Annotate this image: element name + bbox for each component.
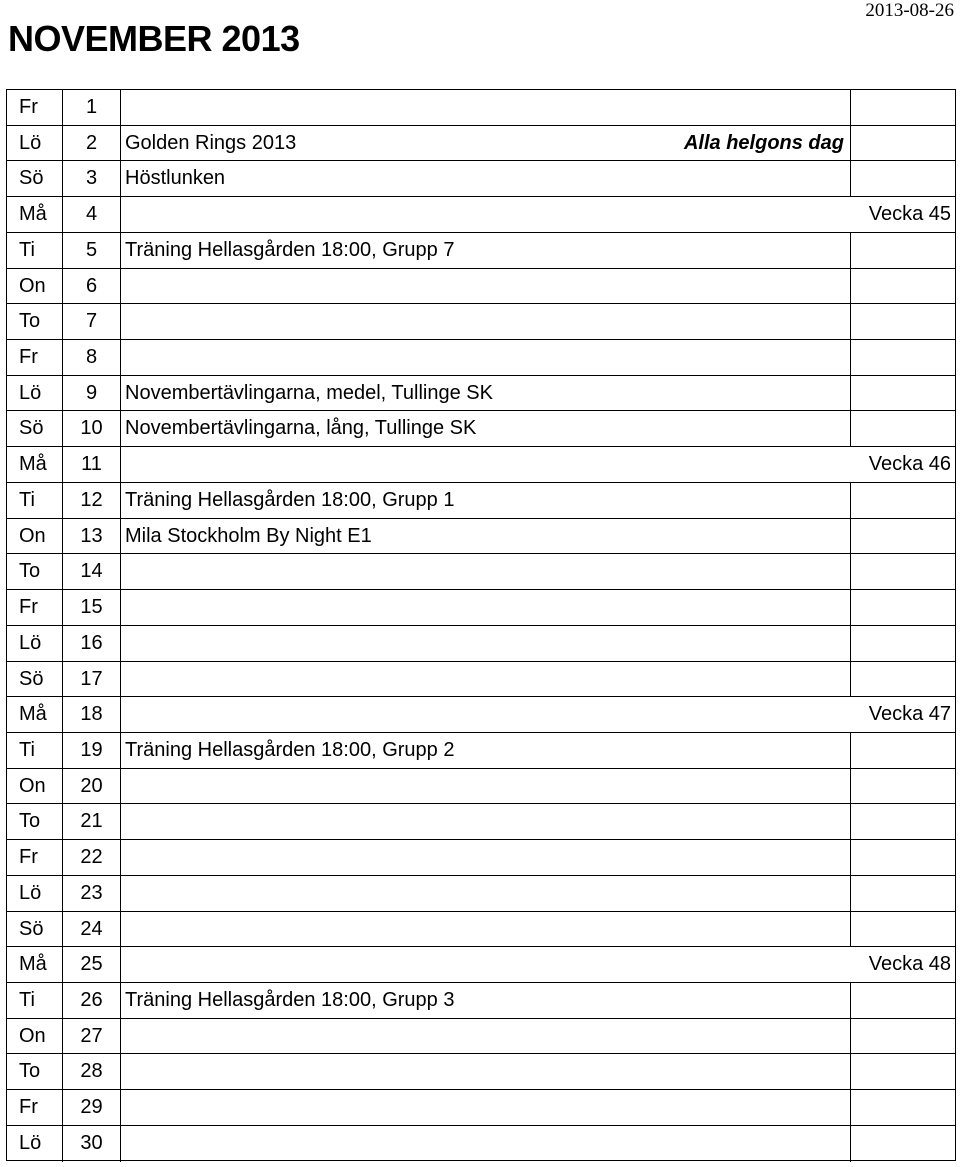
day-number-cell: 4 [63,197,121,232]
calendar-row [7,376,955,412]
day-number-cell: 1 [63,90,121,125]
day-number-cell: 10 [63,411,121,446]
day-number-cell: 27 [63,1019,121,1054]
event-text: Träning Hellasgården 18:00, Grupp 3 [125,988,455,1011]
event-cell [123,876,851,911]
weekday-cell: Lö [7,376,63,411]
weekday-cell: On [7,1019,63,1054]
weekday-cell: Lö [7,1126,63,1162]
weekday-cell: To [7,554,63,589]
calendar-row [7,269,955,305]
weekday-cell: To [7,804,63,839]
event-cell [123,519,851,554]
day-number-cell: 8 [63,340,121,375]
calendar-row [7,733,955,769]
day-number-cell: 23 [63,876,121,911]
week-number-label: Vecka 45 [868,203,951,226]
day-number-cell: 19 [63,733,121,768]
event-cell [123,483,851,518]
day-number-cell: 5 [63,233,121,268]
event-cell [123,1054,851,1089]
calendar-row [7,626,955,662]
event-cell [123,662,851,697]
weekday-cell: Sö [7,662,63,697]
event-cell [123,804,851,839]
day-number-cell: 25 [63,947,121,982]
day-number-cell: 16 [63,626,121,661]
calendar-row [7,590,955,626]
calendar-row [7,483,955,519]
weekday-cell: On [7,269,63,304]
calendar-row [7,983,955,1019]
weekday-cell: Må [7,697,63,732]
calendar-row [7,304,955,340]
calendar-row [7,197,955,233]
week-number-label: Vecka 48 [868,953,951,976]
event-cell [123,447,955,482]
event-cell [123,590,851,625]
event-cell [123,769,851,804]
calendar-row [7,697,955,733]
event-cell [123,554,851,589]
calendar-row [7,90,955,126]
calendar-row [7,804,955,840]
event-cell [123,840,851,875]
day-number-cell: 29 [63,1090,121,1125]
event-text: Novembertävlingarna, medel, Tullinge SK [125,381,493,404]
calendar-row [7,161,955,197]
event-cell [123,947,955,982]
event-text: Golden Rings 2013 [125,131,297,154]
day-number-cell: 26 [63,983,121,1018]
event-cell [123,197,955,232]
calendar-row [7,769,955,805]
day-number-cell: 14 [63,554,121,589]
event-cell [123,1019,851,1054]
event-cell [123,161,851,196]
weekday-cell: On [7,769,63,804]
calendar-row [7,876,955,912]
calendar-row [7,126,955,162]
day-number-cell: 11 [63,447,121,482]
event-text: Träning Hellasgården 18:00, Grupp 7 [125,238,455,261]
day-number-cell: 3 [63,161,121,196]
day-number-cell: 2 [63,126,121,161]
page-title: NOVEMBER 2013 [8,18,300,59]
weekday-cell: Sö [7,912,63,947]
calendar-row [7,1054,955,1090]
event-cell [123,126,851,161]
print-date: 2013-08-26 [865,0,954,21]
weekday-cell: Ti [7,983,63,1018]
event-text: Novembertävlingarna, lång, Tullinge SK [125,417,477,440]
calendar-row [7,233,955,269]
day-number-cell: 24 [63,912,121,947]
day-number-cell: 9 [63,376,121,411]
event-cell [123,90,851,125]
weekday-cell: Må [7,447,63,482]
weekday-cell: To [7,1054,63,1089]
event-text: Träning Hellasgården 18:00, Grupp 1 [125,488,455,511]
event-cell [123,376,851,411]
calendar-grid [6,89,956,1161]
day-number-cell: 7 [63,304,121,339]
event-cell [123,233,851,268]
calendar-row [7,912,955,948]
event-text: Träning Hellasgården 18:00, Grupp 2 [125,738,455,761]
day-number-cell: 15 [63,590,121,625]
weekday-cell: Må [7,197,63,232]
weekday-cell: Lö [7,626,63,661]
weekday-cell: Fr [7,840,63,875]
event-cell [123,626,851,661]
event-text: Höstlunken [125,167,226,190]
day-number-cell: 18 [63,697,121,732]
weekday-cell: Fr [7,590,63,625]
week-number-label: Vecka 47 [868,703,951,726]
day-number-cell: 12 [63,483,121,518]
calendar-row [7,519,955,555]
event-cell [123,733,851,768]
weekday-cell: Fr [7,340,63,375]
weekday-cell: Ti [7,233,63,268]
weekday-cell: Ti [7,483,63,518]
weekday-cell: Sö [7,161,63,196]
calendar-row [7,554,955,590]
event-cell [123,304,851,339]
week-number-label: Vecka 46 [868,453,951,476]
calendar-row [7,411,955,447]
weekday-cell: Ti [7,733,63,768]
weekday-cell: To [7,304,63,339]
day-number-cell: 17 [63,662,121,697]
event-cell [123,912,851,947]
event-cell [123,269,851,304]
event-cell [123,411,851,446]
day-number-cell: 13 [63,519,121,554]
calendar-row [7,1126,955,1162]
event-cell [123,1090,851,1125]
weekday-cell: Lö [7,876,63,911]
day-number-cell: 6 [63,269,121,304]
event-cell [123,340,851,375]
holiday-label: Alla helgons dag [683,131,844,154]
event-cell [123,983,851,1018]
calendar-row [7,447,955,483]
day-number-cell: 28 [63,1054,121,1089]
event-cell [123,1126,851,1162]
weekday-cell: Må [7,947,63,982]
day-number-cell: 20 [63,769,121,804]
calendar-row [7,340,955,376]
calendar-row [7,947,955,983]
calendar-row [7,840,955,876]
calendar-row [7,1019,955,1055]
day-number-cell: 30 [63,1126,121,1162]
day-number-cell: 21 [63,804,121,839]
calendar-row [7,662,955,698]
weekday-cell: Lö [7,126,63,161]
calendar-row [7,1090,955,1126]
weekday-cell: Sö [7,411,63,446]
day-number-cell: 22 [63,840,121,875]
event-cell [123,697,955,732]
event-text: Mila Stockholm By Night E1 [125,524,372,547]
weekday-cell: Fr [7,90,63,125]
weekday-cell: On [7,519,63,554]
weekday-cell: Fr [7,1090,63,1125]
